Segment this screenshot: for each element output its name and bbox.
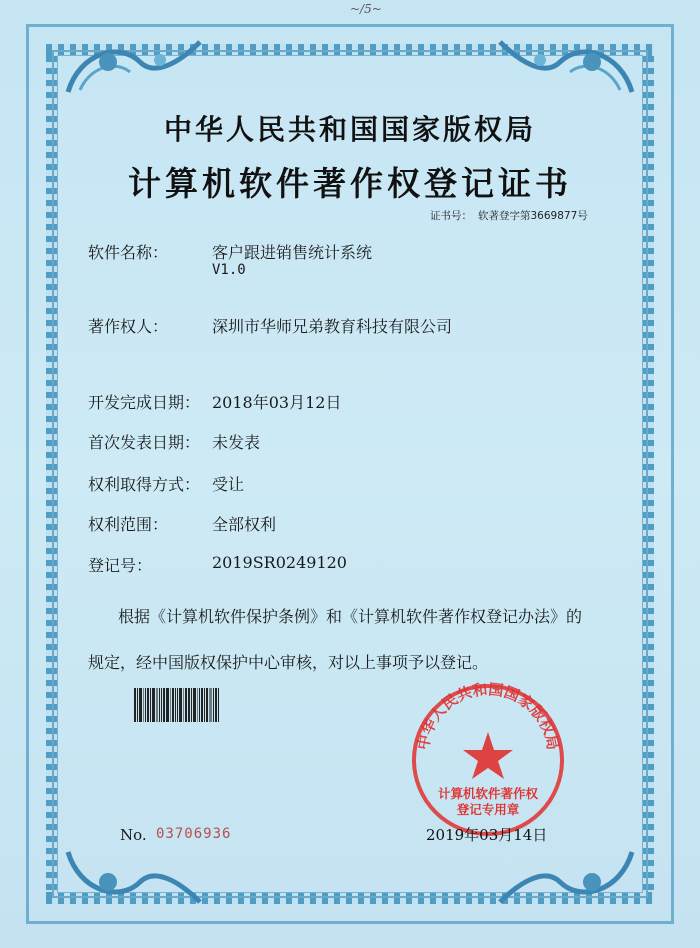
- barcode-bar: [177, 688, 178, 722]
- field-value: 2019SR0249120: [212, 553, 347, 572]
- field-completion-date: [88, 390, 341, 413]
- barcode-bar: [145, 688, 146, 722]
- field-rights-scope: [88, 512, 276, 535]
- barcode-bar: [201, 688, 203, 722]
- barcode-bar: [209, 688, 212, 722]
- seal-inner-line-2: 登记专用章: [456, 802, 520, 817]
- field-label: 著作权人：: [88, 317, 169, 336]
- certificate-title: 计算机软件著作权登记证书: [128, 164, 572, 203]
- barcode-bar: [206, 688, 208, 722]
- handwritten-mark: ~/5~: [350, 2, 382, 16]
- barcode-bar: [185, 688, 187, 722]
- barcode-bar: [172, 688, 174, 722]
- issue-date: 2019年03月14日: [426, 826, 548, 844]
- barcode-bar: [152, 688, 155, 722]
- barcode-bar: [193, 688, 196, 722]
- field-label: 权利范围：: [88, 515, 169, 534]
- barcode-bar: [204, 688, 205, 722]
- field-value: 未发表: [212, 433, 261, 452]
- certificate-number-label: 证书号：: [430, 210, 472, 222]
- barcode-bar: [139, 688, 142, 722]
- barcode-bar: [163, 688, 165, 722]
- serial-label: No.: [120, 826, 147, 844]
- field-registration-number: [88, 553, 347, 576]
- field-value: 受让: [212, 475, 245, 494]
- field-copyright-owner: [88, 314, 452, 337]
- field-label: 权利取得方式：: [88, 475, 201, 494]
- barcode-bar: [161, 688, 162, 722]
- barcode-bar: [213, 688, 214, 722]
- barcode-bar: [175, 688, 176, 722]
- serial-number: 03706936: [156, 826, 232, 842]
- barcode-bar: [197, 688, 198, 722]
- bottom-right-ornament: [490, 842, 640, 912]
- field-label: 开发完成日期：: [88, 393, 201, 412]
- barcode-bar: [147, 688, 149, 722]
- field-value: 全部权利: [212, 515, 277, 534]
- field-label: 首次发表日期：: [88, 433, 201, 452]
- barcode-bar: [170, 688, 171, 722]
- barcode-bar: [191, 688, 192, 722]
- field-value: 2018年03月12日: [212, 393, 342, 412]
- barcode-image: [134, 688, 226, 722]
- seal-outer-text: 中华人民共和国国家版权局: [413, 680, 563, 752]
- barcode-bar: [134, 688, 136, 722]
- seal-star-icon: [463, 732, 513, 779]
- statement-line-1: 根据《计算机软件保护条例》和《计算机软件著作权登记办法》的: [118, 607, 583, 626]
- software-version: V1.0: [212, 262, 246, 278]
- top-right-ornament: [490, 32, 640, 102]
- barcode-bar: [179, 688, 182, 722]
- field-label: 软件名称：: [88, 243, 169, 262]
- field-value: 深圳市华师兄弟教育科技有限公司: [212, 317, 453, 336]
- statement-line-2: 规定，经中国版权保护中心审核，对以上事项予以登记。: [88, 653, 489, 672]
- barcode-bar: [159, 688, 160, 722]
- certificate-number-value: 软著登字第3669877号: [478, 210, 588, 222]
- field-software-name: [88, 240, 372, 263]
- barcode-bar: [143, 688, 144, 722]
- bottom-left-ornament: [60, 842, 210, 912]
- barcode-bar: [188, 688, 190, 722]
- field-value: 客户跟进销售统计系统: [212, 243, 373, 262]
- seal-inner-line-1: 计算机软件著作权: [437, 786, 539, 801]
- barcode-bar: [150, 688, 151, 722]
- issuer-title: 中华人民共和国国家版权局: [163, 113, 536, 146]
- barcode-bar: [218, 688, 219, 722]
- official-seal: [408, 680, 568, 840]
- top-left-ornament: [60, 32, 210, 102]
- field-publish-date: [88, 430, 260, 453]
- field-acquisition-method: [88, 472, 244, 495]
- field-label: 登记号：: [88, 556, 153, 575]
- barcode-bar: [137, 688, 138, 722]
- barcode-bar: [183, 688, 184, 722]
- barcode-bar: [166, 688, 169, 722]
- certificate-number: [430, 208, 594, 223]
- barcode-bar: [199, 688, 200, 722]
- barcode-bar: [156, 688, 158, 722]
- barcode-bar: [215, 688, 217, 722]
